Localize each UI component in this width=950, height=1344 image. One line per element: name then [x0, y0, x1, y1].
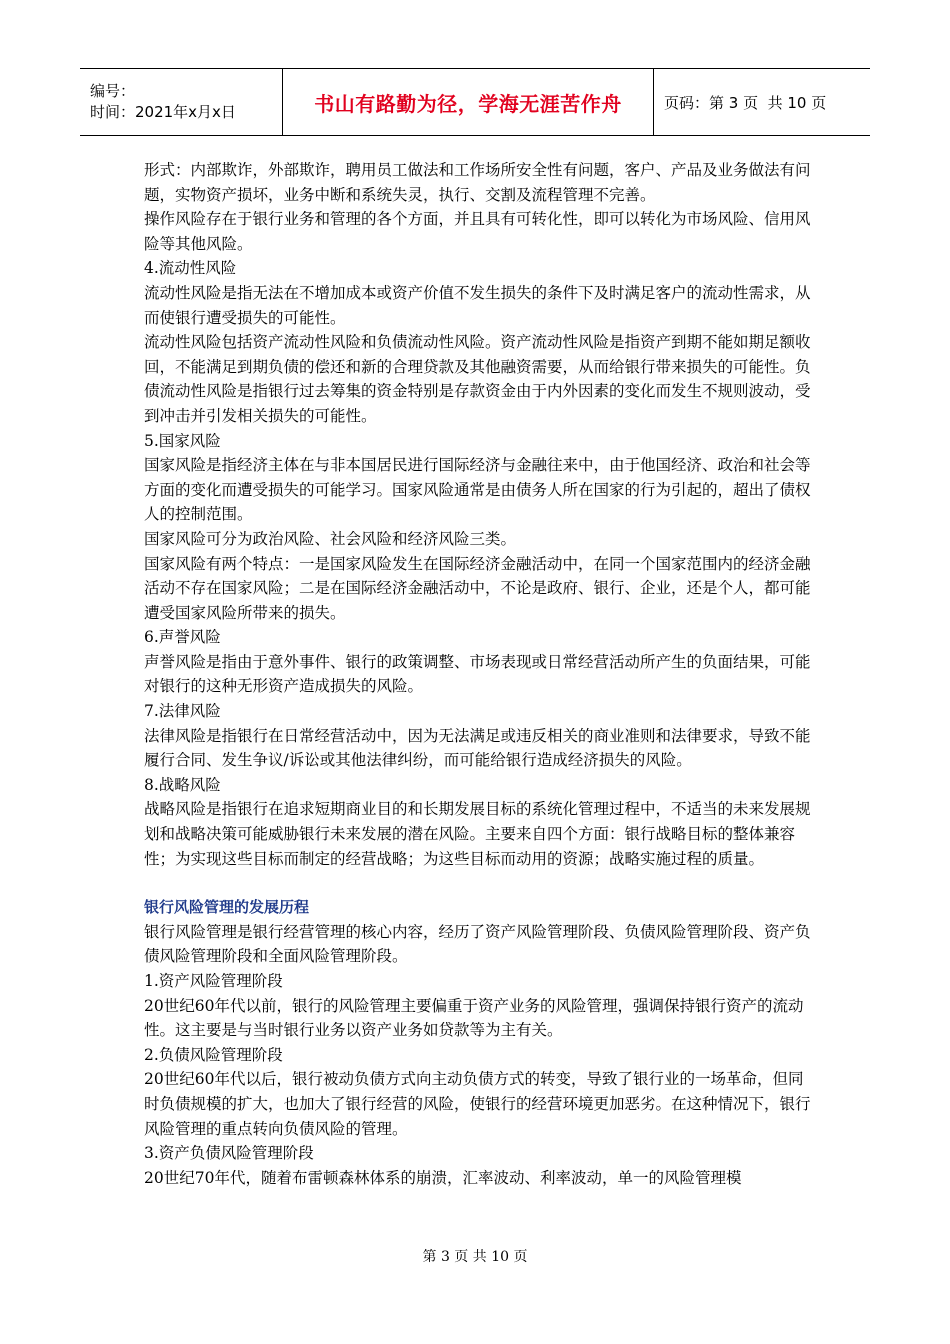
body-paragraph: 国家风险有两个特点：一是国家风险发生在国际经济金融活动中，在同一个国家范围内的经济金融活动不存在国家风险；二是在国际经济金融活动中，不论是政府、银行、企业，还是个人，都可能遭受国家风险所带来的损失。: [144, 554, 811, 622]
page-header: [80, 68, 870, 136]
body-paragraph: 银行风险管理是银行经营管理的核心内容，经历了资产风险管理阶段、负债风险管理阶段、资产负债风险管理阶段和全面风险管理阶段。: [144, 922, 811, 966]
document-time-label: 时间：2021年x月x日: [90, 103, 236, 121]
header-page-label: 页码：第 3 页 共 10 页: [664, 93, 827, 112]
header-page-cell: [654, 69, 870, 135]
body-paragraph: 20世纪60年代以后，银行被动负债方式向主动负债方式的转变，导致了银行业的一场革命，但同时负债规模的扩大，也加大了银行经营的风险，使银行的经营环境更加恶劣。在这种情况下，银行风险管理的重点转向负债风险的管理。: [144, 1070, 811, 1138]
body-paragraph: 操作风险存在于银行业务和管理的各个方面，并且具有可转化性，即可以转化为市场风险、信用风险等其他风险。: [144, 210, 811, 253]
body-paragraph: 声誉风险是指由于意外事件、银行的政策调整、市场表现或日常经营活动所产生的负面结果，可能对银行的这种无形资产造成损失的风险。: [144, 652, 811, 696]
body-paragraph: 法律风险是指银行在日常经营活动中，因为无法满足或违反相关的商业准则和法律要求，导致不能履行合同、发生争议/诉讼或其他法律纠纷，而可能给银行造成经济损失的风险。: [144, 726, 811, 770]
body-paragraph: 战略风险是指银行在追求短期商业目的和长期发展目标的系统化管理过程中，不适当的未来发展规划和战略决策可能威胁银行未来发展的潜在风险。主要来自四个方面：银行战略目标的整体兼容性；为实现这些目标而制定的经营战略；为这些目标而动用的资源；战略实施过程的质量。: [144, 800, 811, 868]
subsection-title: 5.国家风险: [144, 431, 221, 450]
subsection-title: 2.负债风险管理阶段: [144, 1045, 283, 1064]
document-number-label: 编号：: [90, 82, 136, 100]
header-left-cell: [80, 69, 282, 135]
subsection-title: 7.法律风险: [144, 702, 221, 721]
body-paragraph: 流动性风险包括资产流动性风险和负债流动性风险。资产流动性风险是指资产到期不能如期足额收回，不能满足到期负债的偿还和新的合理贷款及其他融资需要，从而给银行带来损失的可能性。负债流动性风险是指银行过去筹集的资金特别是存款资金由于内外因素的变化而发生不规则波动，受到冲击并引发相关损失的可能性。: [144, 333, 811, 425]
page-footer: 第 3 页 共 10 页: [422, 1249, 528, 1265]
body-paragraph: 20世纪60年代以前，银行的风险管理主要偏重于资产业务的风险管理，强调保持银行资产的流动性。这主要是与当时银行业务以资产业务如贷款等为主有关。: [144, 996, 804, 1040]
subsection-title: 6.声誉风险: [144, 628, 221, 647]
document-body: [144, 158, 814, 1190]
section-heading: 银行风险管理的发展历程: [144, 898, 310, 917]
body-paragraph: 形式：内部欺诈，外部欺诈，聘用员工做法和工作场所安全性有问题，客户、产品及业务做法有问题，实物资产损坏，业务中断和系统失灵，执行、交割及流程管理不完善。: [144, 161, 811, 204]
body-paragraph: 国家风险可分为政治风险、社会风险和经济风险三类。: [144, 529, 517, 548]
body-paragraph: 国家风险是指经济主体在与非本国居民进行国际经济与金融往来中，由于他国经济、政治和社会等方面的变化而遭受损失的可能学习。国家风险通常是由债务人所在国家的行为引起的，超出了债权人的控制范围。: [144, 456, 811, 524]
header-motto: 书山有路勤为径，学海无涯苦作舟: [314, 91, 622, 116]
subsection-title: 8.战略风险: [144, 775, 221, 794]
body-paragraph: 20世纪70年代，随着布雷顿森林体系的崩溃，汇率波动、利率波动，单一的风险管理模: [144, 1168, 742, 1187]
body-paragraph: 流动性风险是指无法在不增加成本或资产价值不发生损失的条件下及时满足客户的流动性需求，从而使银行遭受损失的可能性。: [144, 283, 811, 327]
header-motto-cell: [282, 69, 654, 135]
subsection-title: 1.资产风险管理阶段: [144, 972, 283, 990]
subsection-title: 4.流动性风险: [144, 259, 237, 278]
subsection-title: 3.资产负债风险管理阶段: [144, 1144, 314, 1163]
